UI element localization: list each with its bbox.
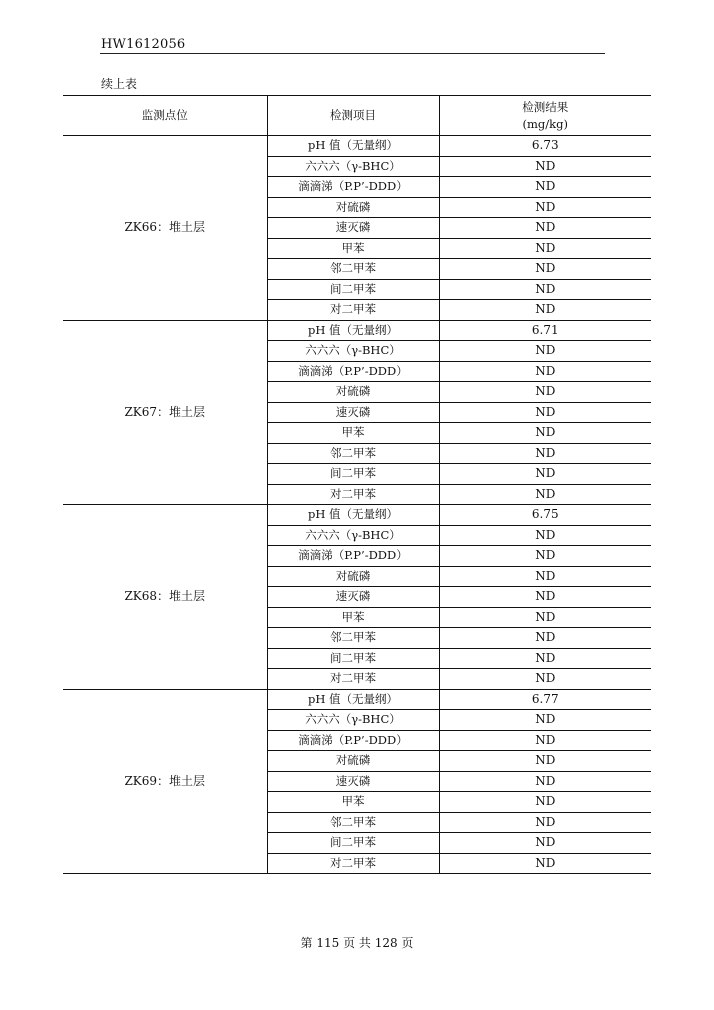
result-cell: ND [439, 464, 651, 485]
result-cell: ND [439, 382, 651, 403]
site-cell: ZK67：堆土层 [63, 320, 267, 505]
result-cell: ND [439, 566, 651, 587]
result-cell: ND [439, 197, 651, 218]
result-cell: 6.73 [439, 136, 651, 157]
item-cell: 对二甲苯 [267, 484, 439, 505]
item-cell: 对二甲苯 [267, 669, 439, 690]
header-site: 监测点位 [63, 96, 267, 136]
item-cell: 滴滴涕（P.P’-DDD） [267, 361, 439, 382]
item-cell: pH 值（无量纲） [267, 505, 439, 526]
continuation-label: 续上表 [101, 77, 138, 91]
item-cell: 甲苯 [267, 423, 439, 444]
result-cell: 6.75 [439, 505, 651, 526]
result-cell: ND [439, 546, 651, 567]
item-cell: 对硫磷 [267, 382, 439, 403]
result-cell: ND [439, 361, 651, 382]
item-cell: 甲苯 [267, 607, 439, 628]
document-code: HW1612056 [101, 37, 186, 52]
result-cell: ND [439, 402, 651, 423]
item-cell: 速灭磷 [267, 402, 439, 423]
result-cell: ND [439, 300, 651, 321]
result-cell: ND [439, 218, 651, 239]
result-cell: ND [439, 669, 651, 690]
item-cell: 邻二甲苯 [267, 812, 439, 833]
item-cell: pH 值（无量纲） [267, 320, 439, 341]
table-body [63, 136, 651, 874]
item-cell: 邻二甲苯 [267, 259, 439, 280]
result-cell: ND [439, 484, 651, 505]
result-cell: ND [439, 587, 651, 608]
item-cell: 对硫磷 [267, 566, 439, 587]
item-cell: 六六六（γ-BHC） [267, 710, 439, 731]
item-cell: 间二甲苯 [267, 279, 439, 300]
result-cell: ND [439, 443, 651, 464]
result-cell: ND [439, 710, 651, 731]
result-cell: ND [439, 607, 651, 628]
item-cell: 速灭磷 [267, 218, 439, 239]
site-cell: ZK69：堆土层 [63, 689, 267, 874]
header-result [439, 96, 651, 136]
item-cell: 六六六（γ-BHC） [267, 156, 439, 177]
item-cell: 邻二甲苯 [267, 628, 439, 649]
item-cell: 对二甲苯 [267, 300, 439, 321]
result-cell: ND [439, 792, 651, 813]
site-cell: ZK68：堆土层 [63, 505, 267, 690]
table-row [63, 689, 651, 710]
item-cell: 对硫磷 [267, 197, 439, 218]
item-cell: 滴滴涕（P.P’-DDD） [267, 730, 439, 751]
item-cell: 甲苯 [267, 792, 439, 813]
result-cell: ND [439, 525, 651, 546]
result-cell: ND [439, 812, 651, 833]
item-cell: 滴滴涕（P.P’-DDD） [267, 546, 439, 567]
result-cell: ND [439, 730, 651, 751]
item-cell: pH 值（无量纲） [267, 136, 439, 157]
result-cell: ND [439, 423, 651, 444]
header-rule [100, 53, 605, 54]
item-cell: 六六六（γ-BHC） [267, 341, 439, 362]
site-cell: ZK66：堆土层 [63, 136, 267, 321]
table-row [63, 136, 651, 157]
item-cell: 邻二甲苯 [267, 443, 439, 464]
item-cell: 对二甲苯 [267, 853, 439, 874]
result-cell: 6.71 [439, 320, 651, 341]
header-result-label: 检测结果 [522, 99, 569, 114]
item-cell: pH 值（无量纲） [267, 689, 439, 710]
header-result-unit: (mg/kg) [522, 116, 568, 131]
result-cell: ND [439, 751, 651, 772]
item-cell: 六六六（γ-BHC） [267, 525, 439, 546]
item-cell: 速灭磷 [267, 587, 439, 608]
result-cell: ND [439, 628, 651, 649]
page-number: 第 115 页 共 128 页 [300, 936, 414, 950]
table-header-row [63, 96, 651, 136]
result-cell: ND [439, 771, 651, 792]
result-cell: ND [439, 177, 651, 198]
result-cell: ND [439, 259, 651, 280]
item-cell: 间二甲苯 [267, 464, 439, 485]
result-cell: ND [439, 279, 651, 300]
table-row [63, 320, 651, 341]
result-table [63, 95, 651, 874]
item-cell: 间二甲苯 [267, 648, 439, 669]
item-cell: 滴滴涕（P.P’-DDD） [267, 177, 439, 198]
result-cell: ND [439, 341, 651, 362]
item-cell: 间二甲苯 [267, 833, 439, 854]
result-cell: ND [439, 853, 651, 874]
item-cell: 速灭磷 [267, 771, 439, 792]
result-cell: ND [439, 648, 651, 669]
item-cell: 对硫磷 [267, 751, 439, 772]
result-cell: ND [439, 238, 651, 259]
result-cell: 6.77 [439, 689, 651, 710]
result-cell: ND [439, 833, 651, 854]
item-cell: 甲苯 [267, 238, 439, 259]
header-item: 检测项目 [267, 96, 439, 136]
result-cell: ND [439, 156, 651, 177]
table-row [63, 505, 651, 526]
